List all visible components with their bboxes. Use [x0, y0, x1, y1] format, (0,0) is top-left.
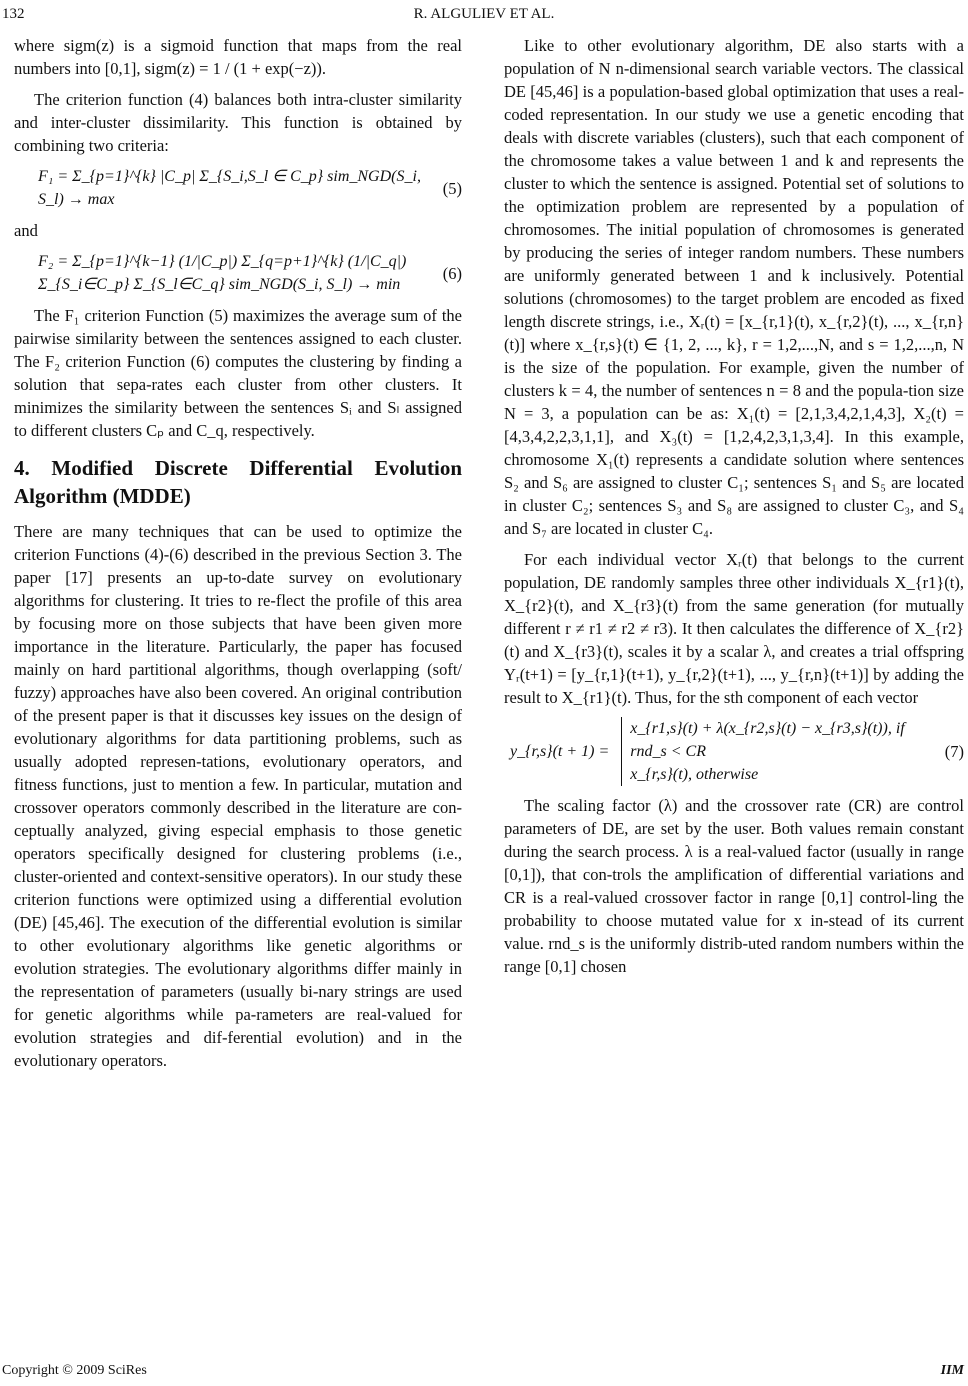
page-number: 132 [2, 6, 25, 22]
left-column [14, 34, 462, 1080]
equation-7-row [504, 717, 964, 786]
text-and: and [14, 221, 38, 240]
equation-7-number: (7) [944, 742, 964, 761]
paragraph-de-population: Like to other evolutionary algorithm, DE also starts with a population of N n-dimensional search variable vectors. The classical DE [45,46] is a population-based global optimization that uses a real-coded representation. In our study we use a genetic encoding that deals with discrete variables (clusters), such that each component of the chromosome takes a value between 1 and k and represents the cluster to which the sentence is assigned. Potential set of solutions to the optimization problem are represented by a population of chromosomes. The initial population of chromosomes is generated by producing the series of integer random numbers. These numbers are uniformly generated between 1 and k inclusively. Potential solutions (chromosomes) to the target problem are encoded as fixed length discrete strings, i.e., Xᵣ(t) = [x_{r,1}(t), x_{r,2}(t), ..., x_{r,n}(t)] where x_{r,s}(t) ∈ {1, 2, ..., k}, r = 1,2,...,N, and s = 1,2,...,n, N is the size of the population. For example, given the number of clusters k = 4, the number of sentences n = 8 and the popula-tion size N = 3, a population can be as: X₁(t) = [2,1,3,4,2,1,4,3], X₂(t) = [4,3,4,2,2,3,1,1], and X₃(t) = [1,2,4,2,3,1,3,4]. In this example, chromosome X₁(t) represents a candidate solution where sentences S₂ and S₆ are assigned to cluster C₁; sentences S₁ and S₅ are located in cluster C₂; sentences S₃ and S₈ are assigned to cluster C₃, and S₄ and S₇ are located in cluster C₄. [504, 36, 964, 538]
paragraph-sigmoid: where sigm(z) is a sigmoid function that maps from the real numbers into [0,1], sigm(z) = 1 / (1 + exp(−z)). [14, 36, 462, 78]
equation-5-row [14, 165, 462, 211]
equation-5-number: (5) [442, 178, 462, 198]
equation-7-case-2: x_{r,s}(t), otherwise [630, 766, 759, 783]
equation-7-lhs: y_{r,s}(t + 1) = [510, 742, 610, 760]
equation-7-cases [621, 717, 932, 786]
journal-name: IIM [940, 1363, 964, 1378]
paragraph-criterion-intro: The criterion function (4) balances both intra-cluster similarity and inter-cluster dissimilarity. This function is obtained by combining two criteria: [14, 90, 462, 155]
equation-7-case-1: x_{r1,s}(t) + λ(x_{r2,s}(t) − x_{r3,s}(t)), if rnd_s < CR [630, 720, 905, 760]
equation-6-number: (6) [442, 263, 462, 283]
equation-6-row [14, 250, 462, 296]
equation-6: F₂ = Σ_{p=1}^{k−1} (1/|C_p|) Σ_{q=p+1}^{k} (1/|C_q|) Σ_{S_i∈C_p} Σ_{S_l∈C_q} sim_NGD(S_i, S_l) → min [38, 253, 407, 293]
right-column [504, 34, 964, 986]
paragraph-techniques: There are many techniques that can be used to optimize the criterion Functions (4)-(6) described in the previous Section 3. The paper [17] presents an up-to-date survey on evolutionary algorithms for clustering. It tries to re-flect the profile of this area by focusing more on those subjects that have been given more importance in the literature. Particularly, the paper has focused mainly on hard partitional algorithms, though overlapping (soft/ fuzzy) approaches have also been covered. An original contribution of the present paper is that it discusses key issues on the design of evolutionary algorithms for data partitioning problems, such as usually adopted represen-tations, evolutionary operators, and fitness functions, just to mention a few. In particular, mutation and crossover operators commonly described in the literature are con-ceptually analyzed, giving especial emphasis to those genetic operators specifically designed for clustering problems (i.e., cluster-oriented and context-sensitive operators). In our study these criterion functions were optimized using a differential evolution (DE) [45,46]. The execution of the differential evolution is similar to other evolutionary algorithms like genetic algorithms or evolution strategies. The evolutionary algorithms differ mainly in the representation of parameters (usually bi-nary strings are used for genetic algorithms while pa-rameters are real-valued for evolution strategies and dif-ferential evolution) and in the evolutionary operators. [14, 522, 462, 1070]
running-title: R. ALGULIEV ET AL. [413, 6, 555, 22]
paragraph-de-mutation: For each individual vector Xᵣ(t) that belongs to the current population, DE randomly samples three other individuals X_{r1}(t), X_{r2}(t), and X_{r3}(t) from the same generation (for mutually different r ≠ r1 ≠ r2 ≠ r3). It then calculates the difference of X_{r2}(t) and X_{r3}(t), scales it by a scalar λ, and creates a trial offspring Yᵣ(t+1) = [y_{r,1}(t+1), y_{r,2}(t+1), ..., y_{r,n}(t+1)] by adding the result to X_{r1}(t). Thus, for the sth component of each vector [504, 550, 964, 707]
copyright: Copyright © 2009 SciRes [2, 1363, 147, 1378]
equation-5: F₁ = Σ_{p=1}^{k} |C_p| Σ_{S_i,S_l ∈ C_p} sim_NGD(S_i, S_l) → max [38, 168, 421, 208]
paragraph-de-parameters: The scaling factor (λ) and the crossover rate (CR) are control parameters of DE, are set by the user. Both values remain constant during the search process. λ is a real-valued factor (usually in range [0,1]), that con-trols the amplification of differential variations and CR is a real-valued crossover factor in range [0,1] control-ling the probability to choose mutated value for x in-stead of its current value. rnd_s is the uniformly distrib-uted random numbers within the range [0,1] chosen [504, 796, 964, 976]
paragraph-criterion-functions: The F₁ criterion Function (5) maximizes the average sum of the pairwise similarity between the sentences assigned to each cluster. The F₂ criterion Function (6) computes the clustering by finding a solution that sepa-rates each cluster from other clusters. It minimizes the similarity between the sentences Sᵢ and Sₗ assigned to different clusters Cₚ and C_q, respectively. [14, 306, 462, 440]
section-heading: 4. Modified Discrete Differential Evolution Algorithm (MDDE) [14, 456, 462, 508]
